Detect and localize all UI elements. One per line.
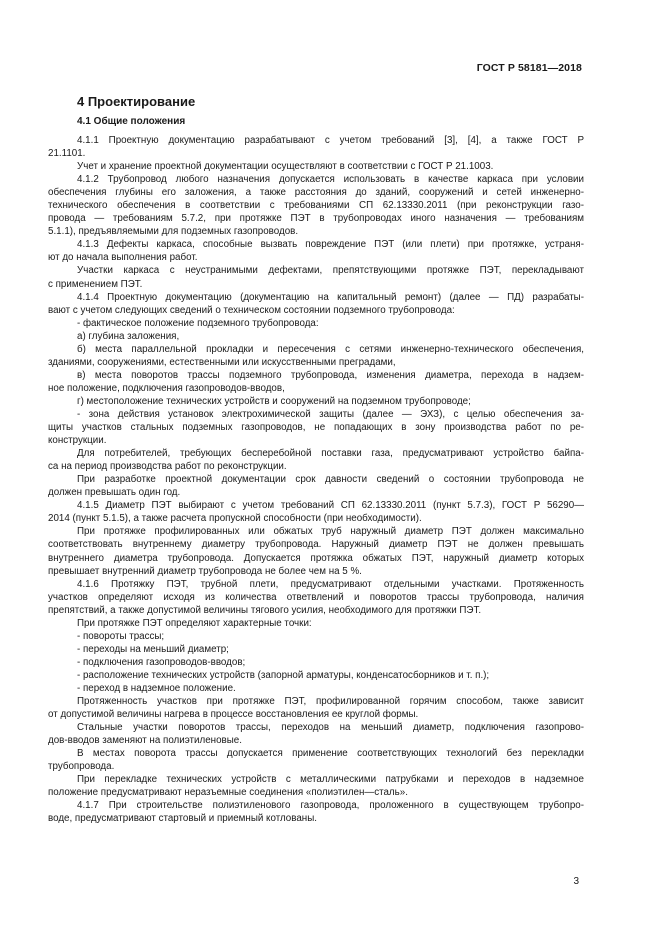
- paragraph: [48, 499, 584, 525]
- section-title: 4 Проектирование: [77, 94, 196, 109]
- paragraph: [48, 799, 584, 825]
- text-line: участков определяют исходя из количества ответвлений и поворотов трассы трубопровода, наличия: [48, 591, 584, 603]
- text-line: с применением ПЭТ.: [48, 278, 143, 290]
- text-line: - переходы на меньший диаметр;: [77, 643, 229, 655]
- text-line: - зона действия установок электрохимической защиты (далее — ЭХЗ), с целью обеспечения за-: [77, 408, 584, 420]
- text-line: Для потребителей, требующих бесперебойной поставки газа, предусматривают устройство байпа-: [77, 448, 584, 460]
- paragraph: [48, 669, 584, 682]
- paragraph: [48, 525, 584, 577]
- text-line: - переход в надземное положение.: [77, 682, 236, 694]
- paragraph: [48, 643, 584, 656]
- text-line: Учет и хранение проектной документации осуществляют в соответствии с ГОСТ Р 21.1003.: [77, 161, 494, 173]
- text-line: - фактическое положение подземного трубопровода:: [77, 317, 319, 329]
- text-line: 21.1101.: [48, 148, 86, 160]
- paragraph: [48, 238, 584, 264]
- text-line: воде, предусматривают стартовый и приемный котлованы.: [48, 813, 317, 825]
- paragraph: [48, 264, 584, 290]
- paragraph: [48, 773, 584, 799]
- text-line: 4.1.3 Дефекты каркаса, способные вызвать повреждение ПЭТ (или плети) при протяжке, устраня-: [77, 239, 584, 251]
- paragraph: [48, 395, 584, 408]
- text-line: Стальные участки поворотов трассы, переходов на меньший диаметр, подключения газопрово-: [77, 722, 584, 734]
- subsection-title: 4.1 Общие положения: [77, 116, 186, 127]
- text-line: провода — требованиям 5.7.2, при протяжке ПЭТ в трубопроводах иного назначения — требованиям: [48, 213, 584, 225]
- paragraph: [48, 291, 584, 317]
- paragraph: [48, 369, 584, 395]
- text-line: в) места поворотов трассы подземного трубопровода, изменения диаметра, перехода в надзем-: [77, 369, 584, 381]
- text-line: положение предусматривают неразъемные соединения «полиэтилен—сталь».: [48, 787, 408, 799]
- paragraph: [48, 695, 584, 721]
- text-line: г) местоположение технических устройств и сооружений на подземном трубопроводе;: [77, 395, 471, 407]
- paragraph: [48, 173, 584, 238]
- text-line: При разработке проектной документации срок давности сведений о состоянии трубопровода не: [77, 474, 584, 486]
- text-line: зданиями, сооружениями, естественными или искусственными преградами,: [48, 356, 396, 368]
- text-line: При протяжке профилированных или обжатых труб наружный диаметр ПЭТ должен максимально: [77, 526, 584, 538]
- text-line: 4.1.7 При строительстве полиэтиленового газопровода, проложенного в существующем трубопро-: [77, 800, 584, 812]
- paragraph: [48, 134, 584, 160]
- document-code: ГОСТ Р 58181—2018: [476, 62, 582, 74]
- paragraph: [48, 160, 584, 173]
- paragraph: [48, 408, 584, 447]
- text-line: конструкции.: [48, 435, 107, 447]
- text-line: щиты участков стальных подземных газопроводов, не попадающих в зону производства работ по ре-: [48, 422, 584, 434]
- text-line: 4.1.2 Трубопровод любого назначения допускается использовать в качестве каркаса при условии: [77, 174, 584, 186]
- paragraph: [48, 447, 584, 473]
- text-line: - подключения газопроводов-вводов;: [77, 656, 246, 668]
- text-line: б) места параллельной прокладки и пересечения с сетями инженерно-технического обеспечения,: [77, 343, 584, 355]
- text-line: вают с учетом следующих сведений о техническом состоянии подземного трубопровода:: [48, 304, 455, 316]
- page-number: 3: [573, 876, 579, 887]
- text-line: са на период производства работ по реконструкции.: [48, 461, 287, 473]
- text-line: 4.1.5 Диаметр ПЭТ выбирают с учетом требований СП 62.13330.2011 (пункт 5.7.3), ГОСТ Р 56290—: [77, 500, 584, 512]
- paragraph: [48, 473, 584, 499]
- paragraph: [48, 656, 584, 669]
- paragraph: [48, 578, 584, 617]
- text-line: а) глубина заложения,: [77, 330, 180, 342]
- body-text: [48, 134, 584, 825]
- text-line: - повороты трассы;: [77, 630, 165, 642]
- text-line: трубопровода.: [48, 761, 115, 773]
- text-line: ют до начала выполнения работ.: [48, 252, 198, 264]
- text-line: внутреннего диаметра трубопровода. Допускается протяжка обжатых ПЭТ, наружный диаметр которых: [48, 552, 584, 564]
- paragraph: [48, 630, 584, 643]
- text-line: препятствий, а также допустимой величины тягового усилия, необходимого для протяжки ПЭТ.: [48, 604, 482, 616]
- text-line: 5.1.1), предъявляемыми для подземных газопроводов.: [48, 226, 299, 238]
- text-line: технического обеспечения в соответствии с требованиями СП 62.13330.2011 (при реконструкции газо-: [48, 200, 584, 212]
- paragraph: [48, 330, 584, 343]
- text-line: обеспечения глубины его заложения, а также расстояния до зданий, сооружений и сетей инженерно-: [48, 187, 584, 199]
- paragraph: [48, 343, 584, 369]
- paragraph: [48, 721, 584, 747]
- text-line: В местах поворота трассы допускается применение соответствующих технологий без перекладки: [77, 748, 584, 760]
- text-line: ное положение, подключения газопроводов-вводов,: [48, 382, 285, 394]
- text-line: - расположение технических устройств (запорной арматуры, конденсатосборников и т. п.);: [77, 669, 490, 681]
- text-line: 4.1.1 Проектную документацию разрабатывают с учетом требований [3], [4], а также ГОСТ Р: [77, 135, 584, 146]
- text-line: дов-вводов заменяют на полиэтиленовые.: [48, 735, 242, 747]
- text-line: При протяжке ПЭТ определяют характерные точки:: [77, 617, 312, 629]
- text-line: Протяженность участков при протяжке ПЭТ, профилированной горячим способом, также зависит: [77, 696, 584, 708]
- text-line: превышает внутренний диаметр трубопровода не более чем на 5 %.: [48, 565, 362, 577]
- text-line: Участки каркаса с неустранимыми дефектами, препятствующими протяжке ПЭТ, перекладывают: [77, 265, 584, 277]
- paragraph: [48, 682, 584, 695]
- text-line: При перекладке технических устройств с металлическими патрубками и переходов в надземное: [77, 774, 584, 786]
- text-line: от допустимой величины нагрева в процессе восстановления ее круглой формы.: [48, 709, 419, 721]
- paragraph: [48, 317, 584, 330]
- text-line: соответствовать внутреннему диаметру трубопровода. Наружный диаметр ПЭТ не должен превышать: [48, 539, 584, 551]
- text-line: 4.1.4 Проектную документацию (документацию на капитальный ремонт) (далее — ПД) разрабаты-: [77, 291, 584, 303]
- text-line: должен превышать один год.: [48, 487, 181, 499]
- text-line: 2014 (пункт 5.1.5), а также расчета пропускной способности (при необходимости).: [48, 513, 422, 525]
- text-line: 4.1.6 Протяжку ПЭТ, трубной плети, предусматривают отдельными участками. Протяженность: [77, 578, 584, 590]
- paragraph: [48, 617, 584, 630]
- paragraph: [48, 747, 584, 773]
